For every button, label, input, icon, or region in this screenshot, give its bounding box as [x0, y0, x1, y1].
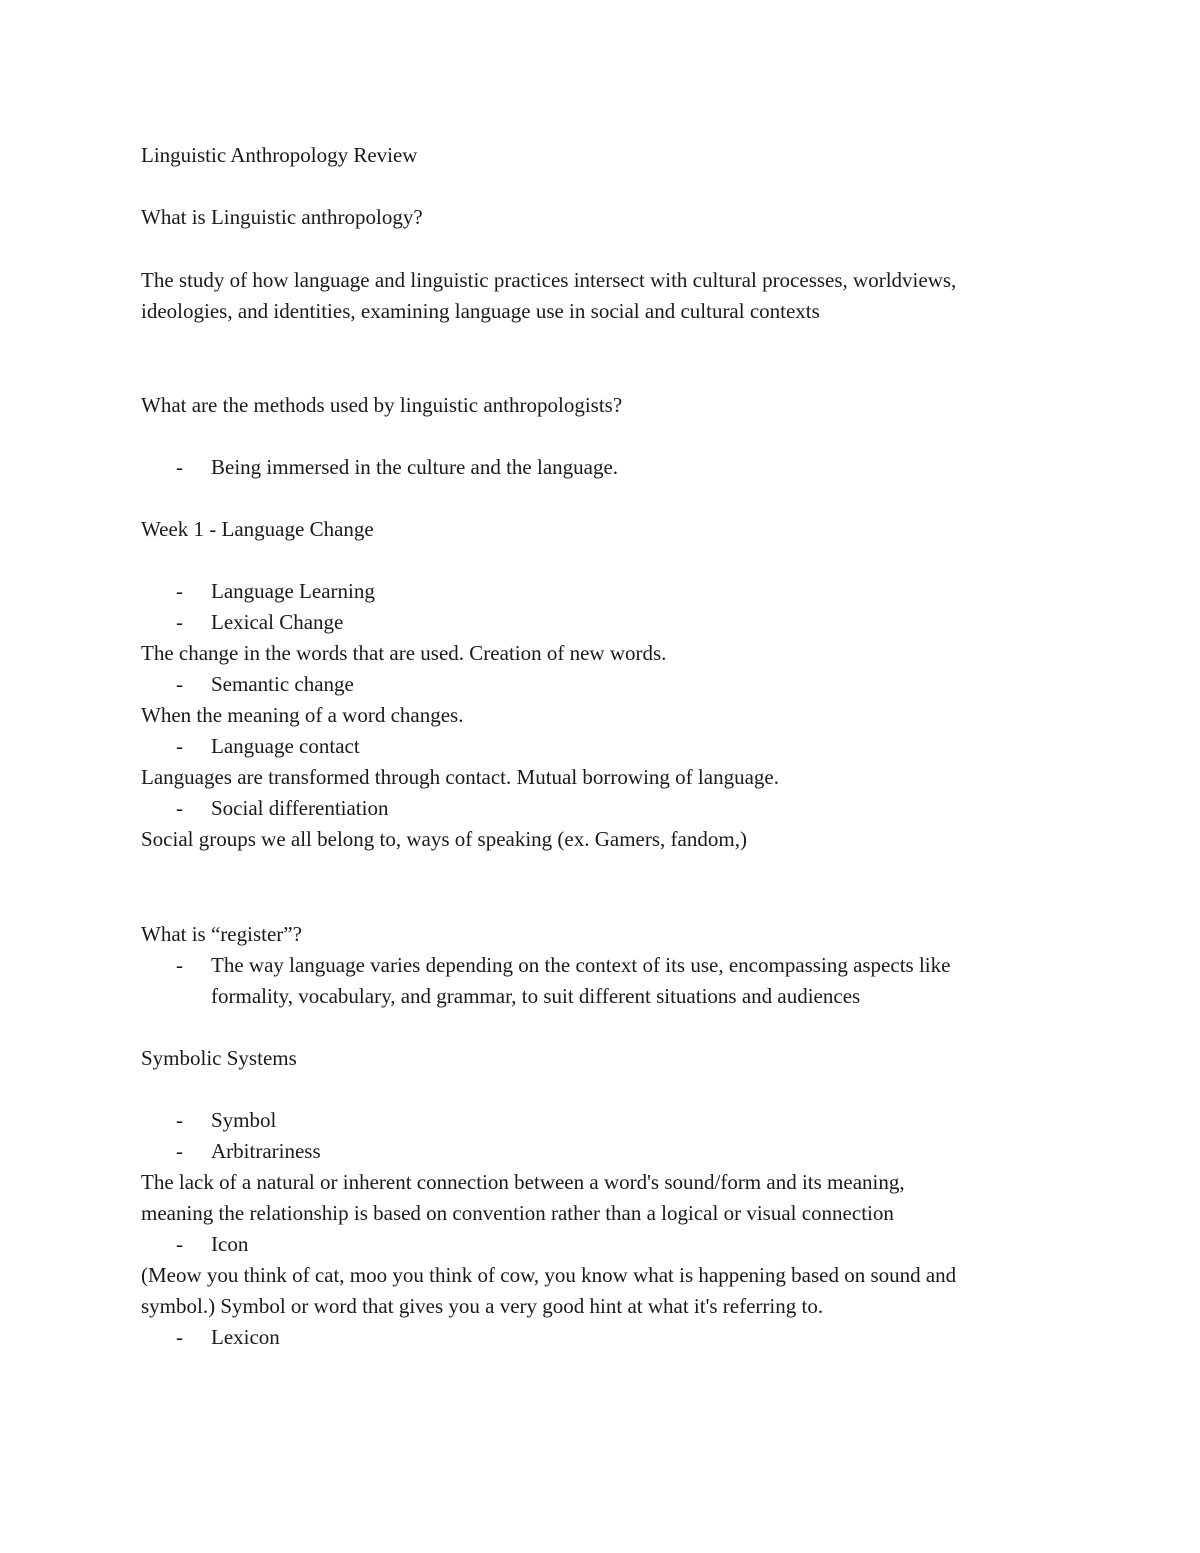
note-text: When the meaning of a word changes. — [141, 703, 464, 727]
bullet-dash: - — [176, 1325, 183, 1349]
list-item-text: Semantic change — [211, 672, 354, 696]
list-item-text: Social differentiation — [211, 796, 389, 820]
list-item-text: Lexicon — [211, 1325, 280, 1349]
list-item-text: Lexical Change — [211, 610, 344, 634]
document-title: Linguistic Anthropology Review — [141, 143, 418, 167]
list-item-text: Symbol — [211, 1108, 277, 1132]
question-what-is-linguistic-anthropology: What is Linguistic anthropology? — [141, 205, 423, 229]
bullet-dash: - — [176, 953, 183, 977]
question-methods: What are the methods used by linguistic anthropologists? — [141, 393, 623, 417]
list-item-text: Being immersed in the culture and the language. — [211, 455, 619, 479]
bullet-dash: - — [176, 734, 183, 758]
note-text: The lack of a natural or inherent connection between a word's sound/form and its meaning, — [141, 1170, 905, 1194]
bullet-dash: - — [176, 1108, 183, 1132]
bullet-dash: - — [176, 1139, 183, 1163]
bullet-dash: - — [176, 1232, 183, 1256]
answer-line-2: ideologies, and identities, examining language use in social and cultural contexts — [141, 299, 820, 323]
list-item-text: The way language varies depending on the context of its use, encompassing aspects like — [211, 953, 951, 977]
answer-line-1: The study of how language and linguistic practices intersect with cultural processes, worldviews, — [141, 268, 957, 292]
note-text: symbol.) Symbol or word that gives you a very good hint at what it's referring to. — [141, 1294, 824, 1318]
bullet-dash: - — [176, 579, 183, 603]
note-text: The change in the words that are used. Creation of new words. — [141, 641, 667, 665]
list-item-text: Language Learning — [211, 579, 375, 603]
note-text: (Meow you think of cat, moo you think of cow, you know what is happening based on sound and — [141, 1263, 957, 1287]
bullet-dash: - — [176, 610, 183, 634]
section-heading-symbolic-systems: Symbolic Systems — [141, 1046, 297, 1070]
note-text: Languages are transformed through contact. Mutual borrowing of language. — [141, 765, 779, 789]
note-text: Social groups we all belong to, ways of speaking (ex. Gamers, fandom,) — [141, 827, 747, 851]
note-text: meaning the relationship is based on convention rather than a logical or visual connection — [141, 1201, 894, 1225]
bullet-dash: - — [176, 796, 183, 820]
bullet-dash: - — [176, 672, 183, 696]
bullet-dash: - — [176, 455, 183, 479]
list-item-text: Icon — [211, 1232, 249, 1256]
list-item-text: Language contact — [211, 734, 360, 758]
question-register: What is “register”? — [141, 922, 302, 946]
list-item-text-continued: formality, vocabulary, and grammar, to suit different situations and audiences — [211, 984, 861, 1008]
list-item-text: Arbitrariness — [211, 1139, 321, 1163]
section-heading-week-1: Week 1 - Language Change — [141, 517, 374, 541]
